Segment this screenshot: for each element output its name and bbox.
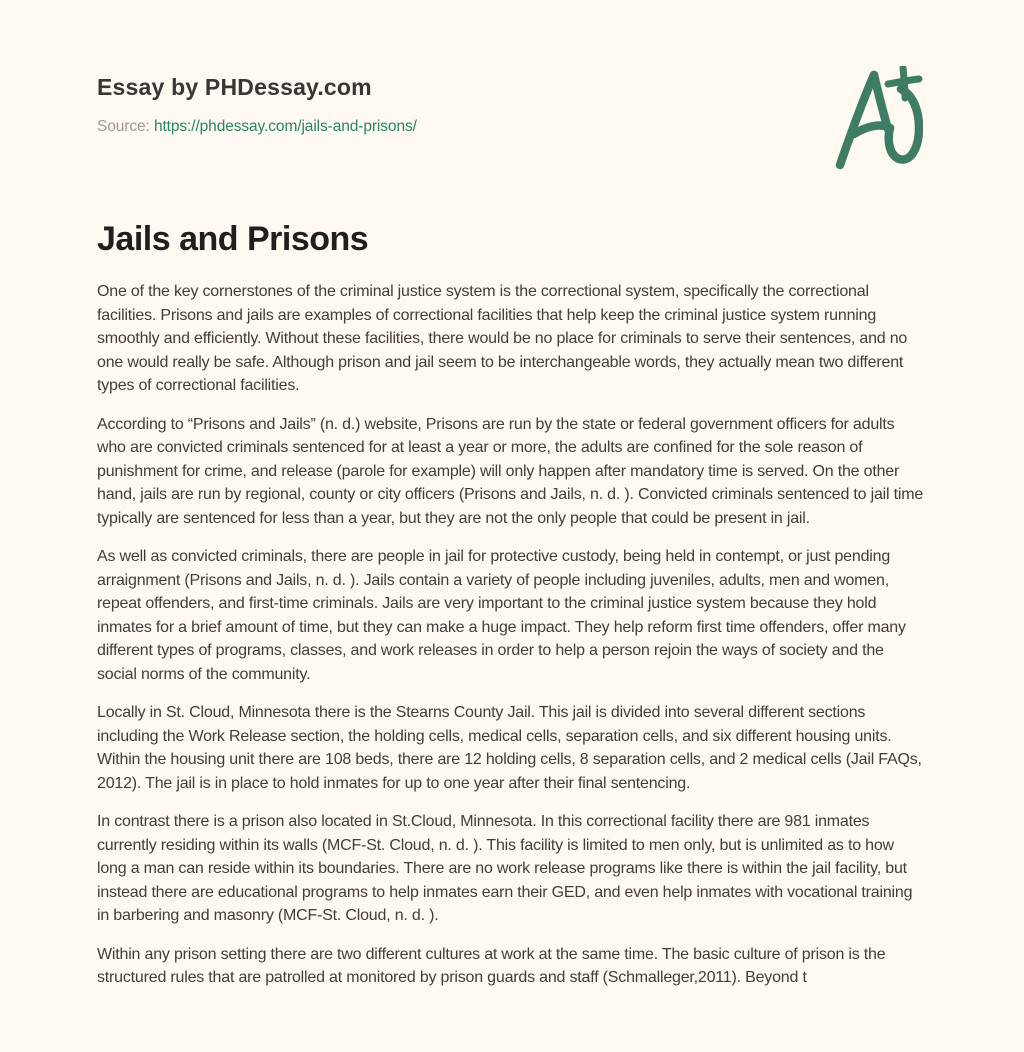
- essay-page: [97, 0, 925, 990]
- source-label: Source:: [97, 118, 150, 135]
- essay-title: Jails and Prisons: [97, 220, 369, 258]
- essay-body: [97, 280, 925, 990]
- essay-paragraph: One of the key cornerstones of the criminal justice system is the correctional system, specifically the correctional facilities. Prisons and jails are examples of correctional facilities that help keep the criminal justice system running smoothly and efficiently. Without these facilities, there would be no place for criminals to serve their sentences, and no one would really be safe. Although prison and jail seem to be interchangeable words, they actually mean two different types of correctional facilities.: [97, 283, 908, 394]
- essay-paragraph: As well as convicted criminals, there are people in jail for protective custody, being held in contempt, or just pending arraignment (Prisons and Jails, n. d. ). Jails contain a variety of people including juveniles, adults, men and women, repeat offenders, and first-time criminals. Jails are very important to the criminal justice system because they hold inmates for a brief amount of time, but they can make a huge impact. They help reform first time offenders, offer many different types of programs, classes, and work releases in order to help a person rejoin the ways of society and the social norms of the community.: [97, 548, 906, 683]
- essay-paragraph: Within any prison setting there are two different cultures at work at the same time. The basic culture of prison is the structured rules that are patrolled at monitored by prison guards and staff (Schmalleger,2011). Beyond t: [97, 945, 886, 986]
- essay-paragraph: According to “Prisons and Jails” (n. d.) website, Prisons are run by the state or federal government officers for adults who are convicted criminals sentenced for at least a year or more, the adults are confined for the sole reason of punishment for crime, and release (parole for example) will only happen after mandatory time is served. On the other hand, jails are run by regional, county or city officers (Prisons and Jails, n. d. ). Convicted criminals sentenced to jail time typically are sentenced for less than a year, but they are not the only people that could be present in jail.: [97, 415, 924, 527]
- essay-paragraph: Locally in St. Cloud, Minnesota there is the Stearns County Jail. This jail is divided into several different sections including the Work Release section, the holding cells, medical cells, separation cells, and six different housing units. Within the housing unit there are 108 beds, there are 12 holding cells, 8 separation cells, and 2 medical cells (Jail FAQs, 2012). The jail is in place to hold inmates for up to one year after their final sentencing.: [97, 704, 922, 792]
- source-line: [97, 118, 925, 136]
- essay-paragraph: In contrast there is a prison also located in St.Cloud, Minnesota. In this correctional facility there are 981 inmates currently residing within its walls (MCF-St. Cloud, n. d. ). This facility is limited to men only, but is unlimited as to how long a man can reside within its boundaries. There are no work release programs like there is within the jail facility, but instead there are educational programs to help inmates earn their GED, and even help inmates with vocational training in barbering and masonry (MCF-St. Cloud, n. d. ).: [97, 813, 913, 924]
- source-link[interactable]: https://phdessay.com/jails-and-prisons/: [153, 118, 417, 135]
- essay-byline: Essay by PHDessay.com: [97, 74, 372, 100]
